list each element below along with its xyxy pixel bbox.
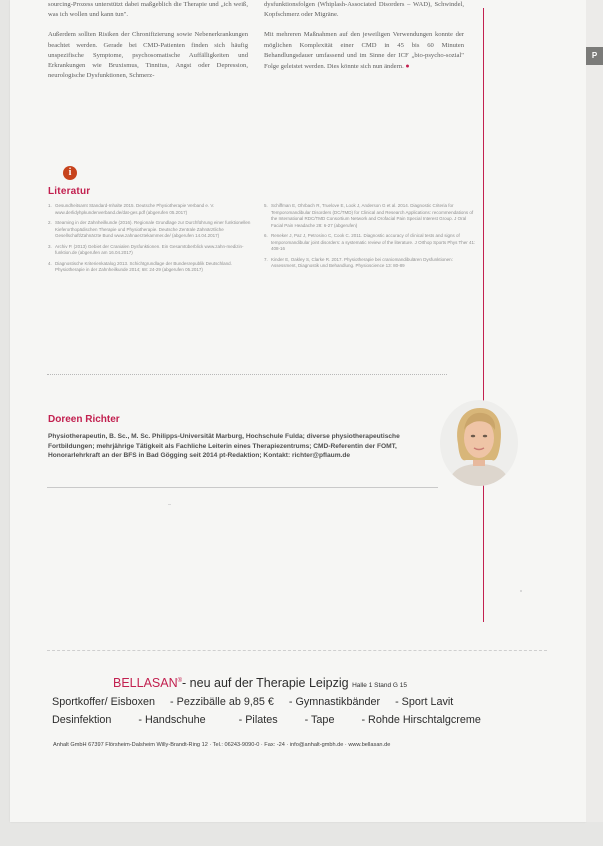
margin-rule (483, 8, 484, 622)
literature-title: Literatur (48, 186, 91, 197)
reference-item: 5. Schiffman E, Ohrbach R, Truelove E, Look J, Anderson G et al. 2014. Diagnostic Criteria for Temporomandibular Disorders (DC/TMD) for Clinical and Research Applications: recommendations of the International RDC/TMD Consortium Network and Orofacial Pain Special Interest Group. J Oral Facial Pain Headache 28: 6-27 (abgerufen) (264, 203, 474, 228)
references-left (48, 203, 260, 278)
ad-brand-mark: ® (177, 677, 183, 684)
ad-products-line-2: Desinfektion - Handschuhe - Pilates - Tape - Rohde Hirschtalgcreme (52, 714, 481, 726)
info-icon: i (63, 166, 77, 180)
references-right (264, 203, 476, 274)
ad-headline (113, 676, 407, 690)
ad-divider (47, 650, 547, 651)
author-photo (440, 400, 518, 486)
author-name: Doreen Richter (48, 414, 120, 425)
article-paragraph-text: Mit mehreren Maßnahmen auf den jeweiligen Verwendungen konnte der möglichen Komplexität einer CMD in 45 bis 60 Minuten Behandlungsdauer umfassend und im Sinne der ICF „bio-psycho-sozial" Folge geleistet werden. Dies könnte sich nun ändern. (264, 31, 464, 71)
scan-speck (520, 590, 522, 592)
section-tab: P (586, 47, 603, 65)
ad-products-line-1: Sportkoffer/ Eisboxen - Pezzibälle ab 9,85 € - Gymnastikbänder - Sport Lavit (52, 696, 454, 708)
reference-item: 7. Kinder E, Oakley S, Clarke R. 2017. Physiotherapie bei craniomandibulären Dysfunktionen: Assessment, Diagnostik und Behandlung. Physioscience 13: 80-89 (264, 256, 453, 269)
article-paragraph (264, 30, 464, 72)
author-divider (47, 487, 438, 488)
reference-item: 2. Steaming in der Zahnheilkunde (2016). Regionale Grundlage zur Durchführung einer funktionellen Kieferorthopädischen Therapie und Physiotherapie. Deutsche Zentrale Zahnärztliche Gesellschaft/Zahnärzte Bund www.zahnaerztekammer.de/ (abgerufen 14.04.2017) (48, 219, 251, 239)
reference-item: 3. Archiv P. (2013) Gebiet der Cranialen Dysfunktionen. Ein Gesamtüberblick www.zahn-medizin-funktion.de (abgerufen am 16.04.2017) (48, 243, 244, 256)
article-paragraph: Außerdem sollten Risiken der Chronifizierung sowie Nebenerkrankungen beachtet werden. Gerade bei CMD-Patienten finden sich häufig unspezifische Symptome, psychosomatische Auffälligkeiten und Erkrankungen wie Bruxismus, Tinnitus, Angst oder Depression, neurologische Dysfunktionen, Schmerz- (48, 31, 248, 80)
reference-item: 6. Reneker J, Paz J, Petrosino C, Cook C. 2011. Diagnostic accuracy of clinical tests and signs of temporomandibular joint disorders: a systematic review of the literature. J Orthop Sports Phys Ther 41: 408-16 (264, 233, 476, 252)
literature-divider (47, 374, 447, 375)
page-edge (586, 0, 603, 822)
end-mark-icon: ● (405, 62, 410, 71)
reference-item: 4. Diagnostische Kriterienkatalog 2013. Schichtgrundlage der Bundesrepublik Deutschland. Physiotherapie in der Zahnheilkunde 2014; 68: 24-29 (abgerufen 05.2017) (48, 260, 232, 273)
scan-speck (168, 504, 171, 505)
article-column-left (48, 0, 248, 91)
reference-item: 1. Gesundheitsamt Standard-Inhalte 2015. Deutsche Physiotherapie Verband e. V. www.derlidyhpkundenverband.de/dat-ges.pdf (abgerufen 05.2017) (48, 203, 215, 215)
ad-footer: Anhalt GmbH 67397 Flörsheim-Dalsheim Willy-Brandt-Ring 12 · Tel.: 06243-9090-0 · Fax: -24 · info@anhalt-gmbh.de · www.bellasan.de (53, 742, 391, 748)
article-paragraph: dysfunktionsfolgen (Whiplash-Associated Disorders – WAD), Schwindel, Kopfschmerz oder Migräne. (264, 1, 464, 19)
ad-headline-text: - neu auf der Therapie Leipzig (182, 676, 349, 690)
ad-booth: Halle 1 Stand G 15 (352, 682, 408, 689)
article-column-right (264, 0, 464, 82)
author-bio: Physiotherapeutin, B. Sc., M. Sc. Philipps-Universität Marburg, Hochschule Fulda; diverse physiotherapeutische Fortbildungen; mehrjährige Tätigkeit als Fachliche Leiterin eines Therapiezentrums; CMD-Referentin der FOMT, Honorarlehrkraft an der BFS in Bad Gögging seit 2014 pt-Redaktion; Kontakt: richter@pflaum.de (48, 433, 400, 460)
article-paragraph: sourcing-Prozess unterstützt dabei maßgeblich die Therapie und „ich weiß, was ich wollen und kann tun". (48, 1, 248, 19)
ad-brand: BELLASAN (113, 676, 178, 690)
